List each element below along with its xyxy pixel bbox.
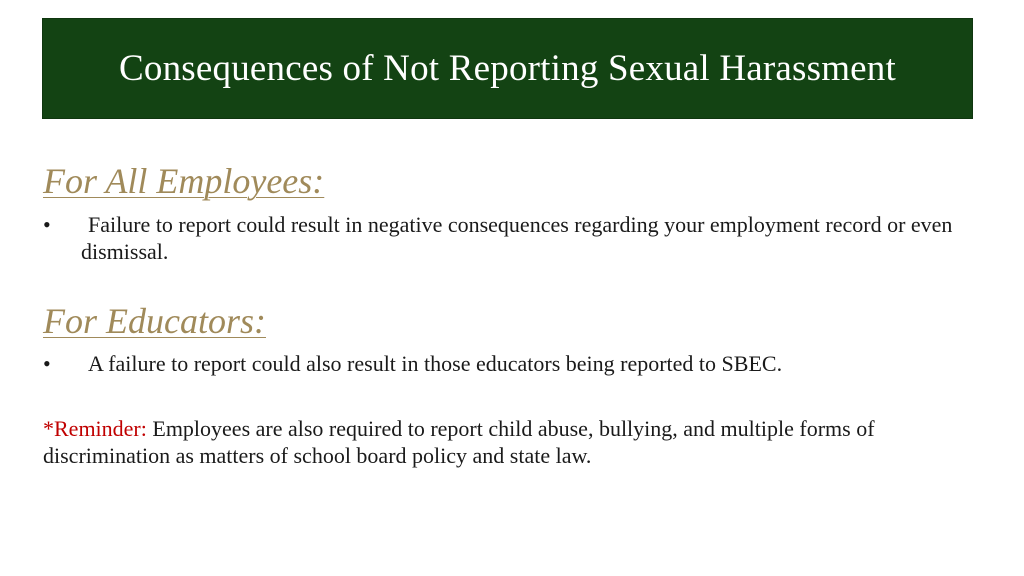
bullet-educators (43, 350, 963, 377)
slide-title: Consequences of Not Reporting Sexual Harassment (119, 48, 896, 89)
section-heading-educators: For Educators: (43, 301, 266, 341)
bullet-symbol: • (43, 351, 51, 376)
bullet-all-employees (43, 211, 963, 265)
reminder-label: *Reminder: (43, 416, 147, 441)
section-heading-all-employees: For All Employees: (43, 161, 325, 201)
reminder-paragraph (43, 415, 973, 469)
title-bar (42, 18, 973, 119)
bullet-text-educators: A failure to report could also result in those educators being reported to SBEC. (88, 351, 783, 376)
bullet-symbol: • (43, 212, 51, 237)
reminder-text: Employees are also required to report child abuse, bullying, and multiple forms of discrimination as matters of school board policy and state law. (43, 416, 875, 468)
bullet-text-all-employees: Failure to report could result in negative consequences regarding your employment record or even dismissal. (81, 212, 953, 264)
